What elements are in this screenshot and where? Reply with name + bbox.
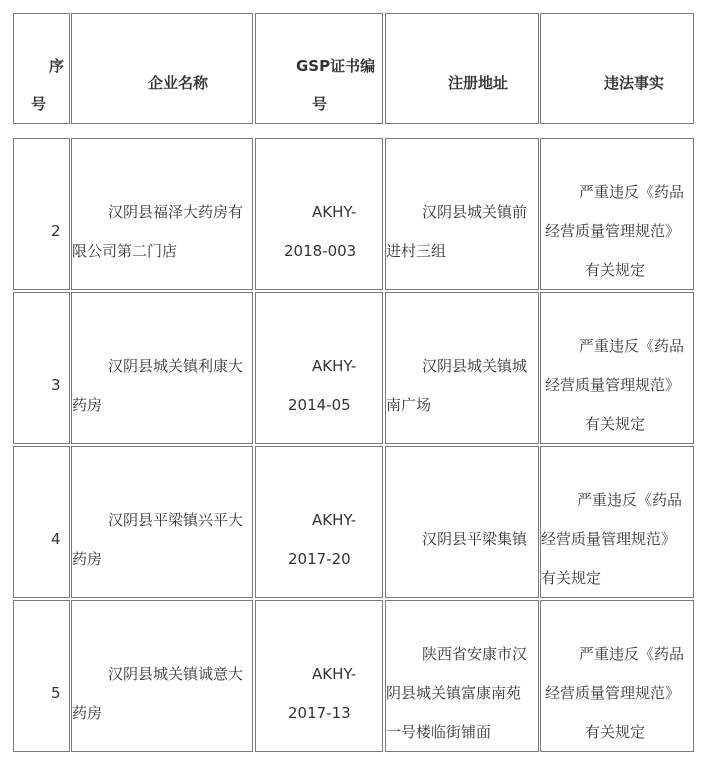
row-violation-line3: 有关规定	[541, 569, 602, 587]
row-gsp-line2: 2014-05	[288, 396, 351, 414]
header-gsp-line1: GSP证书编	[296, 57, 376, 75]
header-company: 企业名称	[148, 74, 209, 92]
table-row-seq-cell	[13, 446, 70, 598]
table-row-address-cell	[385, 600, 539, 752]
table-row-violation-cell	[540, 292, 694, 444]
row-gsp-line1: AKHY-	[312, 511, 357, 529]
table-row-violation-cell	[540, 600, 694, 752]
row-gsp-line2: 2017-20	[288, 550, 351, 568]
row-seq: 4	[51, 530, 61, 548]
row-gsp-line1: AKHY-	[312, 203, 357, 221]
row-violation-line3: 有关规定	[585, 415, 646, 433]
header-seq-line1: 序	[49, 57, 65, 75]
table-row-seq-cell	[13, 138, 70, 290]
table-row-gsp-cell	[255, 292, 383, 444]
row-violation-line3: 有关规定	[585, 723, 646, 741]
row-address-line2: 进村三组	[386, 242, 447, 260]
row-violation-line1: 严重违反《药品	[577, 491, 683, 509]
table-row-gsp-cell	[255, 138, 383, 290]
table-row-company-cell	[71, 600, 253, 752]
row-gsp-line1: AKHY-	[312, 357, 357, 375]
table-row-address-cell	[385, 292, 539, 444]
header-cell-seq	[13, 13, 70, 124]
table-row-gsp-cell	[255, 446, 383, 598]
row-company-line2: 限公司第二门店	[72, 242, 178, 260]
row-seq: 3	[51, 376, 61, 394]
row-company-line1: 汉阴县城关镇诚意大	[108, 665, 244, 683]
header-seq-line2: 号	[31, 95, 47, 113]
row-gsp-line1: AKHY-	[312, 665, 357, 683]
table-row-address-cell	[385, 446, 539, 598]
table-row-company-cell	[71, 292, 253, 444]
row-seq: 5	[51, 684, 61, 702]
row-company-line1: 汉阴县平梁镇兴平大	[108, 511, 244, 529]
table-row-violation-cell	[540, 446, 694, 598]
table-row-seq-cell	[13, 600, 70, 752]
table-row-address-cell	[385, 138, 539, 290]
row-violation-line2: 经营质量管理规范》	[541, 530, 677, 548]
row-gsp-line2: 2017-13	[288, 704, 351, 722]
row-company-line1: 汉阴县城关镇利康大	[108, 357, 244, 375]
row-violation-line2: 经营质量管理规范》	[545, 684, 681, 702]
header-gsp-line2: 号	[312, 95, 328, 113]
row-violation-line1: 严重违反《药品	[579, 183, 685, 201]
row-company-line2: 药房	[72, 550, 103, 568]
row-address-line1: 汉阴县平梁集镇	[422, 530, 528, 548]
table-row-company-cell	[71, 446, 253, 598]
row-address-line3: 一号楼临街铺面	[386, 723, 492, 741]
row-violation-line2: 经营质量管理规范》	[545, 222, 681, 240]
row-address-line2: 阴县城关镇富康南苑	[386, 684, 522, 702]
table-row-gsp-cell	[255, 600, 383, 752]
row-address-line1: 汉阴县城关镇城	[422, 357, 528, 375]
row-violation-line3: 有关规定	[585, 261, 646, 279]
row-address-line2: 南广场	[386, 396, 432, 414]
row-address-line1: 汉阴县城关镇前	[422, 203, 528, 221]
header-cell-address	[385, 13, 539, 124]
row-violation-line1: 严重违反《药品	[579, 337, 685, 355]
header-violation: 违法事实	[604, 74, 665, 92]
row-company-line2: 药房	[72, 396, 103, 414]
row-gsp-line2: 2018-003	[284, 242, 357, 260]
row-seq: 2	[51, 222, 61, 240]
table-row-violation-cell	[540, 138, 694, 290]
table-row-company-cell	[71, 138, 253, 290]
row-company-line1: 汉阴县福泽大药房有	[108, 203, 244, 221]
table-row-seq-cell	[13, 292, 70, 444]
header-address: 注册地址	[448, 74, 509, 92]
header-cell-company	[71, 13, 253, 124]
row-violation-line2: 经营质量管理规范》	[545, 376, 681, 394]
header-cell-gsp	[255, 13, 383, 124]
row-company-line2: 药房	[72, 704, 103, 722]
header-cell-violation	[540, 13, 694, 124]
row-address-line1: 陕西省安康市汉	[422, 645, 528, 663]
row-violation-line1: 严重违反《药品	[579, 645, 685, 663]
